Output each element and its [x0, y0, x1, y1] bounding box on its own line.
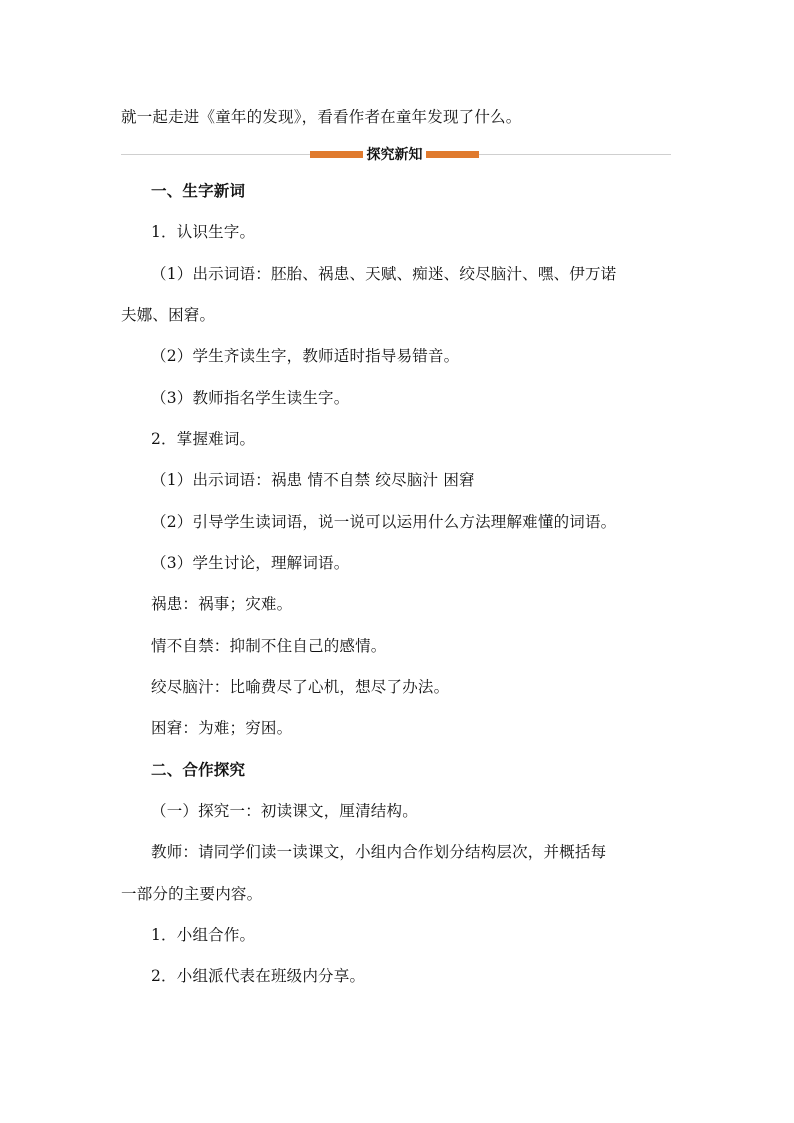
list-item: （3）学生讨论，理解词语。: [151, 554, 350, 572]
definition-item: 困窘：为难；穷困。: [151, 719, 293, 737]
list-item: （1）出示词语：胚胎、祸患、天赋、痴迷、绞尽脑汁、嘿、伊万诺: [151, 265, 617, 283]
divider-label: 探究新知: [363, 145, 426, 165]
definition-item: 绞尽脑汁：比喻费尽了心机，想尽了办法。: [151, 678, 450, 696]
paragraph-line-continuation: 一部分的主要内容。: [121, 885, 263, 903]
list-item: 1．小组合作。: [151, 926, 256, 944]
list-item: 1．认识生字。: [151, 223, 256, 241]
divider-accent-left: [310, 151, 363, 158]
list-item: 2．掌握难词。: [151, 430, 256, 448]
list-item: （2）引导学生读词语，说一说可以运用什么方法理解难懂的词语。: [151, 513, 617, 531]
section-heading-cooperation: 二、合作探究: [151, 760, 246, 779]
list-item: （3）教师指名学生读生字。: [151, 389, 350, 407]
divider-accent-right: [426, 151, 479, 158]
definition-item: 祸患：祸事；灾难。: [151, 595, 293, 613]
section-divider: [121, 145, 671, 165]
intro-paragraph-line: 就一起走进《童年的发现》，看看作者在童年发现了什么。: [121, 108, 522, 126]
section-heading-vocabulary: 一、生字新词: [151, 181, 246, 200]
list-item: （1）出示词语：祸患 情不自禁 绞尽脑汁 困窘: [151, 471, 475, 489]
list-item: （一）探究一：初读课文，厘清结构。: [151, 802, 418, 820]
definition-item: 情不自禁：抑制不住自己的感情。: [151, 637, 387, 655]
paragraph-line: 教师：请同学们读一读课文，小组内合作划分结构层次，并概括每: [151, 843, 607, 861]
list-item: （2）学生齐读生字，教师适时指导易错音。: [151, 347, 460, 365]
list-item: 2．小组派代表在班级内分享。: [151, 967, 366, 985]
list-item-continuation: 夫娜、困窘。: [121, 306, 216, 324]
